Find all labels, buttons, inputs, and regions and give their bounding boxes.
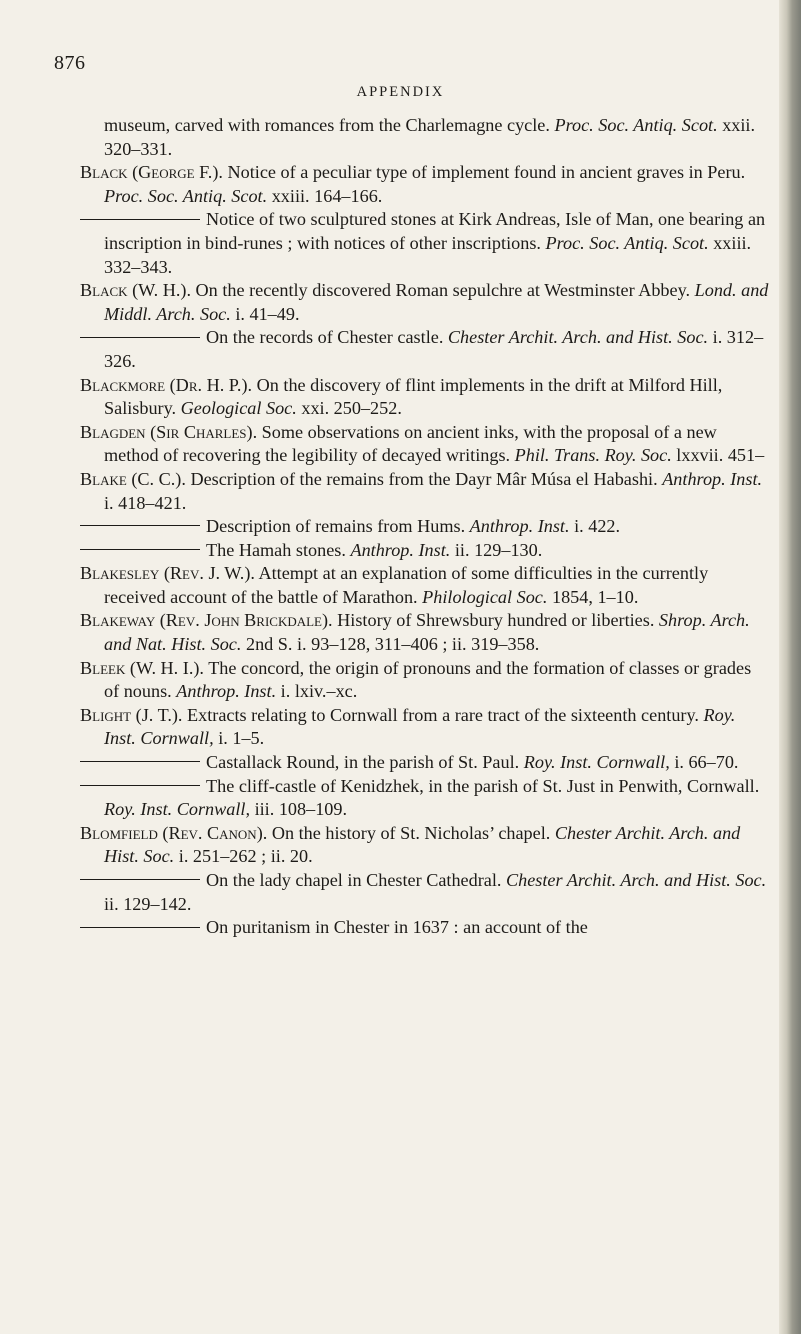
author-name: Blagden (Sir Charles).	[80, 421, 258, 442]
publication-title: Roy. Inst. Cornwall,	[104, 799, 251, 820]
page-binding-edge	[779, 0, 801, 1334]
author-name: Blake (C. C.).	[80, 468, 186, 489]
author-name: Black (George F.).	[80, 162, 223, 183]
author-name: Blackmore (Dr. H. P.).	[80, 374, 253, 395]
ditto-entry	[80, 208, 770, 279]
ditto-entry	[80, 869, 770, 916]
entry-text: On the history of St. Nicholas’ chapel.	[267, 822, 555, 843]
entry-text: On puritanism in Chester in 1637 : an account of the	[206, 917, 588, 938]
publication-title: Proc. Soc. Antiq. Scot.	[554, 115, 718, 135]
author-entry	[80, 374, 770, 421]
publication-title: Chester Archit. Arch. and Hist. Soc.	[104, 822, 741, 867]
ditto-rule	[80, 761, 200, 762]
ditto-rule	[80, 927, 200, 928]
publication-title: Lond. and Middl. Arch. Soc.	[104, 280, 769, 324]
entry-text: The concord, the origin of pronouns and the formation of classes or grades of nouns.	[104, 657, 752, 702]
entry-text: On the recently discovered Roman sepulchre at Westminster Abbey.	[191, 280, 695, 301]
ditto-rule	[80, 337, 200, 338]
entry-text: i. 1–5.	[213, 728, 265, 749]
ditto-entry	[80, 775, 770, 822]
page-number: 876	[54, 52, 86, 74]
entry-text: xxi. 250–252.	[296, 398, 402, 419]
publication-title: Anthrop. Inst.	[662, 468, 763, 489]
entry-text: Notice of a peculiar type of implement found in ancient graves in Peru.	[222, 162, 746, 183]
publication-title: Philological Soc.	[422, 586, 548, 607]
entry-text: Castallack Round, in the parish of St. Paul.	[206, 752, 524, 773]
author-entry	[80, 562, 770, 609]
entry-text: Some observations on ancient inks, with the proposal of a new method of recovering the legibility of decayed writings.	[104, 421, 717, 466]
entry-text: 1854, 1–10.	[547, 586, 639, 607]
ditto-rule	[80, 525, 200, 526]
author-name: Black (W. H.).	[80, 280, 191, 301]
publication-title: Proc. Soc. Antiq. Scot.	[545, 232, 709, 253]
publication-title: Roy. Inst. Cornwall,	[104, 704, 736, 749]
author-entry	[80, 421, 770, 468]
ditto-rule	[80, 879, 200, 880]
author-entry	[80, 468, 770, 515]
author-entry	[80, 704, 770, 751]
entry-text: The Hamah stones.	[206, 539, 351, 560]
publication-title: Chester Archit. Arch. and Hist. Soc.	[447, 327, 709, 348]
author-name: Bleek (W. H. I.).	[80, 657, 204, 678]
entry-text: xxii. 320–331.	[104, 115, 756, 159]
entry-text: i. 251–262 ; ii. 20.	[174, 846, 313, 867]
publication-title: Shrop. Arch. and Nat. Hist. Soc.	[104, 610, 750, 655]
entry-text: museum, carved with romances from the Charlemagne cycle.	[104, 115, 555, 135]
entry-text: Description of the remains from the Dayr Mâr Músa el Habashi.	[185, 468, 663, 489]
entry-text: i. 418–421.	[104, 492, 187, 513]
ditto-entry	[80, 751, 770, 775]
entry-text: ii. 129–142.	[104, 893, 192, 914]
entry-text: i. 41–49.	[230, 303, 300, 324]
publication-title: Anthrop. Inst.	[176, 681, 277, 702]
ditto-rule	[80, 785, 200, 786]
ditto-rule	[80, 219, 200, 220]
author-entry	[80, 609, 770, 656]
entry-text: i. 66–70.	[669, 752, 739, 773]
ditto-entry	[80, 326, 770, 373]
entry-text: i. 422.	[569, 516, 621, 537]
entry-text: lxxvii. 451–	[671, 445, 765, 466]
ditto-entry	[80, 515, 770, 539]
publication-title: Phil. Trans. Roy. Soc.	[514, 445, 672, 466]
entry-text: iii. 108–109.	[250, 799, 348, 820]
entry-text: History of Shrewsbury hundred or liberties.	[332, 610, 659, 631]
entry-text: 2nd S. i. 93–128, 311–406 ; ii. 319–358.	[241, 634, 540, 655]
entry-text: Attempt at an explanation of some difficulties in the currently received account of the battle of Marathon.	[104, 563, 709, 607]
publication-title: Anthrop. Inst.	[469, 516, 570, 537]
author-entry	[80, 657, 770, 704]
entry-text: Extracts relating to Cornwall from a rare tract of the sixteenth century.	[182, 704, 704, 725]
bibliography-entries	[80, 114, 770, 940]
entry-text: xxiii. 332–343.	[104, 232, 752, 277]
entry-text: ii. 129–130.	[450, 539, 543, 560]
entry-text: Description of remains from Hums.	[206, 516, 470, 537]
entry-text: i. 312–326.	[104, 327, 764, 371]
publication-title: Chester Archit. Arch. and Hist. Soc.	[506, 870, 767, 890]
entry-text: On the lady chapel in Chester Cathedral.	[206, 870, 506, 890]
author-name: Blakeway (Rev. John Brickdale).	[80, 610, 333, 631]
author-entry	[80, 822, 770, 869]
publication-title: Anthrop. Inst.	[350, 539, 451, 560]
publication-title: Roy. Inst. Cornwall,	[523, 752, 670, 773]
author-name: Blomfield (Rev. Canon).	[80, 822, 268, 843]
author-entry	[80, 279, 770, 326]
ditto-entry	[80, 916, 770, 940]
ditto-rule	[80, 549, 200, 550]
ditto-entry	[80, 539, 770, 563]
author-name: Blakesley (Rev. J. W.).	[80, 563, 255, 584]
author-name: Blight (J. T.).	[80, 704, 183, 725]
entry-text: xxiii. 164–166.	[267, 185, 383, 206]
publication-title: Geological Soc.	[180, 398, 297, 419]
running-head: APPENDIX	[356, 84, 445, 100]
entry-text: On the records of Chester castle.	[206, 327, 448, 348]
entry-text: The cliff-castle of Kenidzhek, in the parish of St. Just in Penwith, Cornwall.	[206, 775, 760, 796]
entry-text: Notice of two sculptured stones at Kirk Andreas, Isle of Man, one bearing an inscription in bind-runes ; with notices of other inscriptions.	[104, 209, 766, 253]
continued-entry	[80, 114, 770, 161]
entry-text: i. lxiv.–xc.	[276, 681, 358, 702]
publication-title: Proc. Soc. Antiq. Scot.	[104, 185, 268, 206]
entry-text: On the discovery of flint implements in the drift at Milford Hill, Salisbury.	[104, 374, 723, 419]
author-entry	[80, 161, 770, 208]
